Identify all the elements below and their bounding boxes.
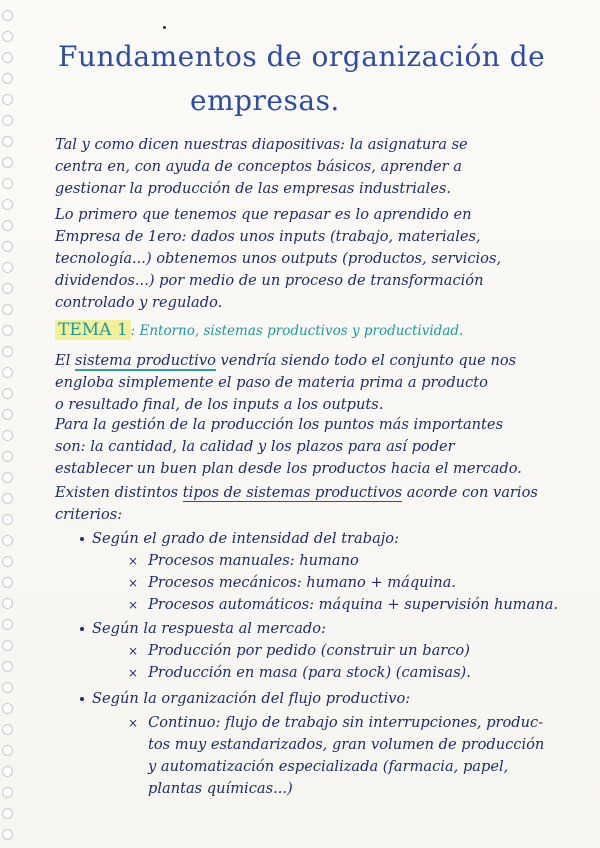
binding-ring — [2, 619, 13, 630]
para2-line: tecnología...) obtenemos unos outputs (productos, servicios, — [55, 250, 502, 267]
binding-ring — [2, 388, 13, 399]
para5-text: Existen distintos — [55, 484, 183, 501]
para3-line: o resultado final, de los inputs a los outputs. — [55, 396, 384, 413]
cross-mark-icon: × — [128, 554, 139, 568]
para3-text: vendría siendo todo el conjunto que nos — [215, 352, 517, 369]
bullet-dot-icon — [80, 537, 84, 541]
binding-ring — [2, 346, 13, 357]
para2-line: dividendos...) por medio de un proceso de transformación — [55, 272, 484, 289]
bullet-item — [128, 714, 543, 731]
binding-ring — [2, 514, 13, 525]
binding-ring — [2, 94, 13, 105]
para4-line: son: la cantidad, la calidad y los plazos para así poder — [55, 438, 455, 455]
para2-line: Empresa de 1ero: dados unos inputs (trabajo, materiales, — [55, 228, 481, 245]
binding-ring — [2, 283, 13, 294]
cross-mark-icon: × — [128, 666, 139, 680]
binding-ring — [2, 430, 13, 441]
binding-ring — [2, 262, 13, 273]
binding-ring — [2, 220, 13, 231]
bullet-item-text: Producción por pedido (construir un barco) — [148, 642, 470, 659]
binding-ring — [2, 535, 13, 546]
binding-ring — [2, 367, 13, 378]
binding-ring — [2, 241, 13, 252]
binding-ring — [2, 136, 13, 147]
binding-ring — [2, 115, 13, 126]
binding-ring — [2, 52, 13, 63]
term-tipos-sistemas: tipos de sistemas productivos — [182, 484, 403, 501]
bullet-head — [80, 620, 326, 637]
binding-ring — [2, 10, 13, 21]
bullet-head-text: Según la respuesta al mercado: — [92, 620, 326, 637]
binding-ring — [2, 766, 13, 777]
para3-line — [55, 352, 516, 369]
bullet-item — [128, 642, 470, 659]
binding-ring — [2, 598, 13, 609]
cross-mark-icon: × — [128, 716, 139, 730]
term-sistema-productivo: sistema productivo — [74, 352, 216, 369]
bullet-dot-icon — [80, 627, 84, 631]
bullet-head — [80, 530, 399, 547]
binding-ring — [2, 304, 13, 315]
bullet-item-text: Producción en masa (para stock) (camisas). — [148, 664, 471, 681]
page-title-line-1: Fundamentos de organización de — [58, 40, 546, 73]
binding-ring — [2, 178, 13, 189]
bullet-item-cont: y automatización especializada (farmacia, papel, — [148, 758, 509, 775]
bullet-item-text: Continuo: flujo de trabajo sin interrupciones, produc- — [148, 714, 544, 731]
bullet-item-text: Procesos mecánicos: humano + máquina. — [148, 574, 456, 591]
binding-ring — [2, 451, 13, 462]
binding-ring — [2, 745, 13, 756]
binding-ring — [2, 157, 13, 168]
intro-line: Tal y como dicen nuestras diapositivas: la asignatura se — [55, 136, 468, 153]
para3-text: El — [55, 352, 75, 369]
binding-ring — [2, 787, 13, 798]
binding-ring — [2, 73, 13, 84]
binding-ring — [2, 31, 13, 42]
bullet-item-cont: plantas químicas...) — [148, 780, 293, 797]
binding-ring — [2, 325, 13, 336]
para2-line: Lo primero que tenemos que repasar es lo aprendido en — [55, 206, 472, 223]
cross-mark-icon: × — [128, 598, 139, 612]
spiral-binding — [0, 10, 14, 840]
bullet-item — [128, 664, 471, 681]
tema-heading — [55, 320, 463, 340]
bullet-head-text: Según el grado de intensidad del trabajo: — [92, 530, 400, 547]
binding-ring — [2, 577, 13, 588]
ink-dot — [163, 26, 166, 29]
binding-ring — [2, 724, 13, 735]
bullet-item-text: Procesos automáticos: máquina + supervisión humana. — [148, 596, 559, 613]
para5-line — [55, 484, 538, 501]
binding-ring — [2, 409, 13, 420]
binding-ring — [2, 829, 13, 840]
binding-ring — [2, 493, 13, 504]
binding-ring — [2, 640, 13, 651]
binding-ring — [2, 199, 13, 210]
para5-line: criterios: — [55, 506, 123, 523]
binding-ring — [2, 472, 13, 483]
para3-line: engloba simplemente el paso de materia prima a producto — [55, 374, 488, 391]
cross-mark-icon: × — [128, 576, 139, 590]
para4-line: Para la gestión de la producción los puntos más importantes — [55, 416, 504, 433]
page-title-line-2: empresas. — [190, 84, 340, 117]
para2-line: controlado y regulado. — [55, 294, 223, 311]
bullet-head-text: Según la organización del flujo productivo: — [92, 690, 411, 707]
binding-ring — [2, 703, 13, 714]
intro-line: centra en, con ayuda de conceptos básicos, aprender a — [55, 158, 462, 175]
para5-text: acorde con varios — [402, 484, 538, 501]
tema-label: TEMA 1 — [55, 320, 131, 340]
binding-ring — [2, 682, 13, 693]
binding-ring — [2, 661, 13, 672]
binding-ring — [2, 808, 13, 819]
cross-mark-icon: × — [128, 644, 139, 658]
bullet-head — [80, 690, 410, 707]
bullet-item — [128, 552, 359, 569]
intro-line: gestionar la producción de las empresas industriales. — [55, 180, 451, 197]
bullet-item-text: Procesos manuales: humano — [148, 552, 359, 569]
tema-subtitle: : Entorno, sistemas productivos y productividad. — [130, 323, 464, 339]
bullet-item-cont: tos muy estandarizados, gran volumen de producción — [148, 736, 545, 753]
bullet-dot-icon — [80, 697, 84, 701]
para4-line: establecer un buen plan desde los productos hacia el mercado. — [55, 460, 522, 477]
binding-ring — [2, 556, 13, 567]
bullet-item — [128, 574, 456, 591]
bullet-item — [128, 596, 558, 613]
